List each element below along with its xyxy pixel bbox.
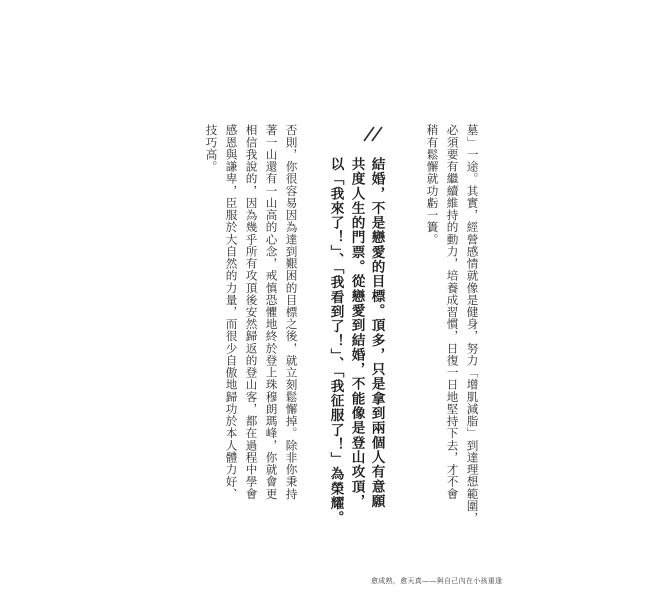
running-footer: 愈成熟，愈天真——與自己內在小孩重逢 (371, 577, 503, 585)
pull-quote-line-3: 以「我來了！」、「我看到了！」、「我征服了！」為榮耀。 (327, 157, 344, 526)
top-paragraph-line-2: 必須要有繼續維持的動力，培養成習慣，日復一日地堅持下去，才不會 (445, 124, 460, 500)
quote-mark-icon (361, 124, 387, 144)
top-paragraph-line-3: 稍有鬆懈就功虧一簣。 (425, 124, 440, 246)
bottom-paragraph-line-1: 否則，你很容易因為達到艱困的目標之後，就立刻鬆懈掉。除非你秉持 (284, 124, 299, 500)
pull-quote-line-2: 共度人生的門票。從戀愛到結婚，不能像是登山攻頂， (348, 157, 365, 509)
bottom-paragraph-line-3: 相信我說的，因為幾乎所有攻頂後安然歸返的登山客，都在過程中學會 (244, 124, 259, 500)
pull-quote-line-1: 結婚，不是戀愛的目標。頂多，只是拿到兩個人有意願 (368, 157, 385, 509)
bottom-paragraph-line-4: 感恩與謙卑，臣服於大自然的力量，而很少自傲地歸功於本人體力好、 (224, 124, 239, 500)
bottom-paragraph-line-2: 著一山還有一山高的心念，戒慎恐懼地終於登上珠穆朗瑪峰，你就會更 (264, 124, 279, 500)
top-paragraph-line-1: 墓」一途。其實，經營感情就像是健身，努力「增肌減脂」到達理想範圍， (465, 124, 480, 524)
bottom-paragraph-line-5: 技巧高。 (204, 124, 219, 173)
